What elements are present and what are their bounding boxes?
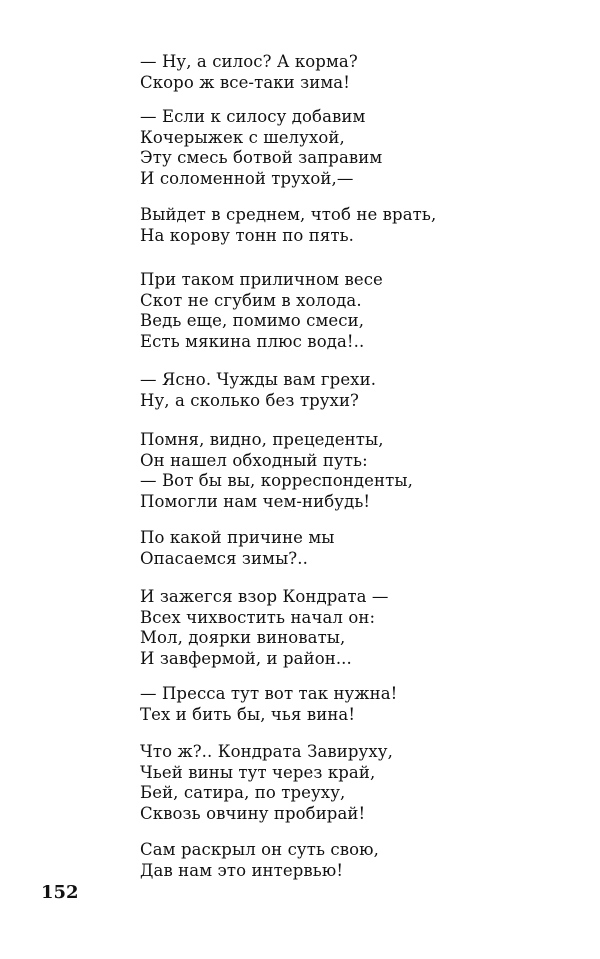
stanza bbox=[140, 742, 393, 824]
poem-line: Ну, а сколько без трухи? bbox=[140, 390, 360, 410]
poem-line: Что ж?.. Кондрата Завируху, bbox=[140, 742, 393, 761]
stanza bbox=[140, 205, 436, 246]
poem-line: — Вот бы вы, корреспонденты, bbox=[140, 471, 413, 490]
stanza bbox=[140, 270, 383, 352]
poem-line: И завфермой, и район... bbox=[140, 648, 352, 668]
poem-line: Всех чихвостить начал он: bbox=[140, 607, 376, 627]
stanza bbox=[140, 430, 413, 512]
poem-line: — Ясно. Чужды вам грехи. bbox=[140, 370, 377, 389]
poem-line: Дав нам это интервью! bbox=[140, 860, 344, 880]
poem-line: И соломенной трухой,— bbox=[140, 168, 354, 188]
poem-line: На корову тонн по пять. bbox=[140, 225, 354, 245]
poem-line: Мол, доярки виноваты, bbox=[140, 628, 346, 647]
poem-line: Есть мякина плюс вода!.. bbox=[140, 331, 365, 351]
poem-line: Помня, видно, прецеденты, bbox=[140, 430, 384, 449]
poem-line: Чьей вины тут через край, bbox=[140, 762, 376, 782]
stanza bbox=[140, 52, 358, 93]
poem-line: При таком приличном весе bbox=[140, 270, 383, 289]
stanza bbox=[140, 370, 376, 411]
poem-line: Опасаемся зимы?.. bbox=[140, 548, 308, 568]
poem-line: По какой причине мы bbox=[140, 528, 335, 547]
stanza bbox=[140, 840, 379, 881]
poem-line: Сам раскрыл он суть свою, bbox=[140, 840, 379, 859]
poem-line: Ведь еще, помимо смеси, bbox=[140, 311, 365, 330]
poem-line: Эту смесь ботвой заправим bbox=[140, 148, 383, 167]
poem-line: Скоро ж все-таки зима! bbox=[140, 72, 350, 92]
stanza bbox=[140, 107, 382, 189]
poem-line: Бей, сатира, по треуху, bbox=[140, 783, 346, 802]
poem-line: Скот не сгубим в холода. bbox=[140, 290, 362, 310]
poem-line: Кочерыжек с шелухой, bbox=[140, 127, 345, 147]
poem-line: Сквозь овчину пробирай! bbox=[140, 803, 366, 823]
stanza bbox=[140, 587, 388, 669]
page-number: 152 bbox=[41, 882, 79, 903]
poem-line: Выйдет в среднем, чтоб не врать, bbox=[140, 205, 437, 224]
poem-line: Тех и бить бы, чья вина! bbox=[140, 704, 356, 724]
poem-line: — Если к силосу добавим bbox=[140, 107, 366, 126]
poem-line: — Пресса тут вот так нужна! bbox=[140, 684, 398, 703]
poem-line: Он нашел обходный путь: bbox=[140, 450, 368, 470]
poem-line: И зажегся взор Кондрата — bbox=[140, 587, 389, 606]
stanza bbox=[140, 528, 335, 569]
poem-line: Помогли нам чем-нибудь! bbox=[140, 491, 371, 511]
stanza bbox=[140, 684, 397, 725]
poem-line: — Ну, а силос? А корма? bbox=[140, 52, 358, 71]
